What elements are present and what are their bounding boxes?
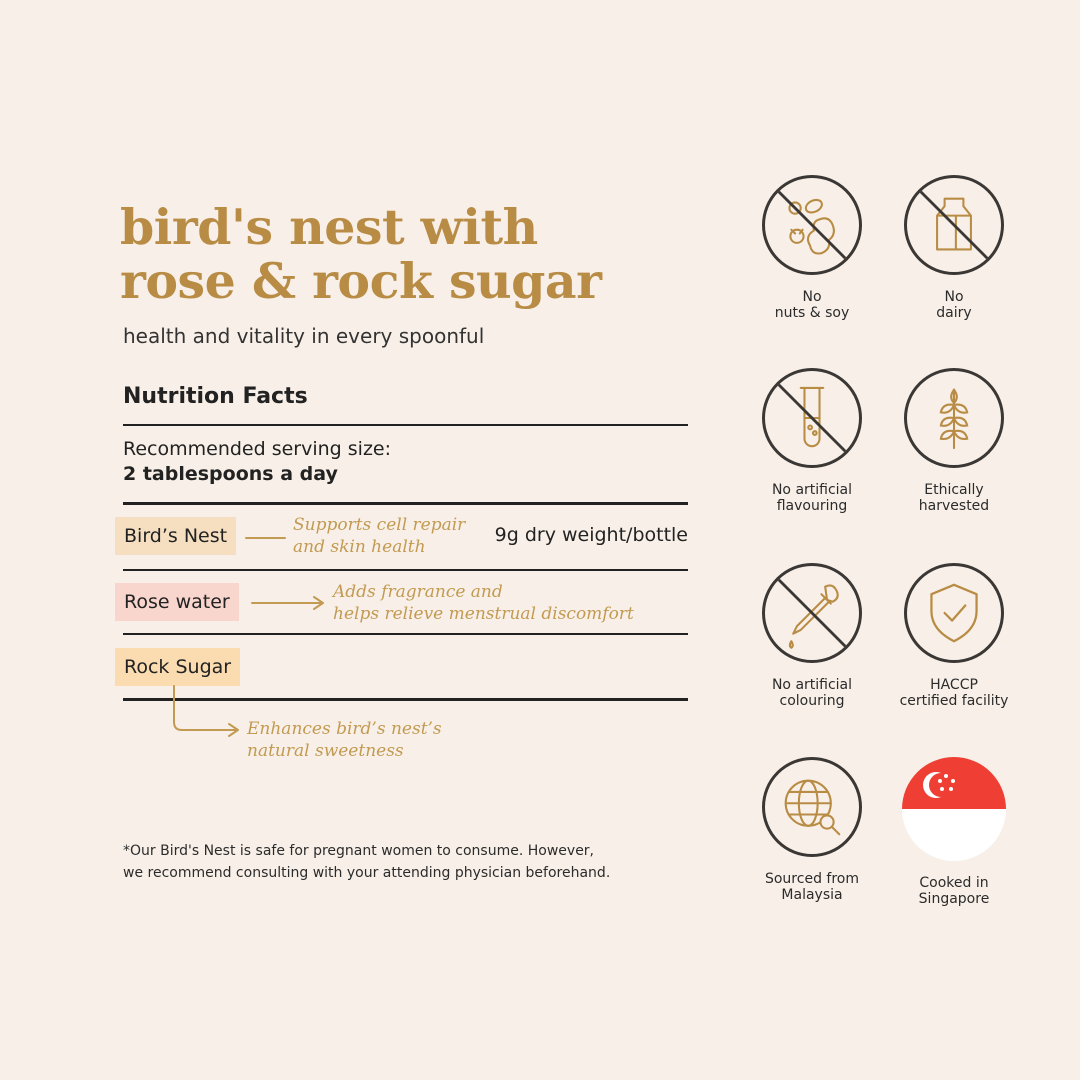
badge-label [879,482,1029,514]
tagline: health and vitality in every spoonful [123,324,485,348]
badge-label-line-1: Sourced from [764,871,859,887]
badge-no-artificial-colouring [737,563,887,709]
badge-label-line-2: certified facility [899,693,1009,709]
title-line-2: rose & rock sugar [120,252,602,310]
badge-label-line-1: No [802,289,822,305]
rock-sugar-pointer-arrow [174,686,238,736]
rock-sugar-note-line-1: Enhances bird’s nest’s [247,719,442,739]
badge-haccp-certified [879,563,1029,709]
badge-label-line-1: No artificial [771,677,853,693]
rose-water-note-line-2: helps relieve menstrual discomfort [333,604,634,624]
ingredient-rock-sugar: Rock Sugar [115,648,240,686]
serving-size-value: 2 tablespoons a day [123,463,338,485]
badge-label-line-1: No [944,289,964,305]
wheat-icon [904,368,1004,468]
badge-label-line-1: Cooked in [919,875,989,891]
rose-water-note-line-1: Adds fragrance and [333,582,503,602]
badge-sourced-from-malaysia [737,757,887,903]
no-nuts-soy-icon [762,175,862,275]
badge-label-line-1: HACCP [930,677,978,693]
badge-label [737,677,887,709]
ingredient-birds-nest: Bird’s Nest [115,517,236,555]
badge-label-line-2: Malaysia [781,887,843,903]
badge-label [737,871,887,903]
footnote [123,840,610,884]
shield-check-icon [904,563,1004,663]
badge-label-line-2: colouring [779,693,845,709]
badge-label [879,289,1029,321]
singapore-flag-icon [902,757,1006,861]
rose-water-pointer-arrow [252,597,323,609]
badge-no-artificial-flavouring [737,368,887,514]
globe-search-icon [762,757,862,857]
badge-label-line-2: Singapore [918,891,990,907]
badge-label-line-2: dairy [936,305,972,321]
birds-nest-note-line-2: and skin health [293,537,426,557]
ingredient-rose-water: Rose water [115,583,239,621]
badge-label-line-2: flavouring [776,498,848,514]
badge-label [737,482,887,514]
badge-label [879,677,1029,709]
title-line-1: bird's nest with [120,198,538,256]
badge-label-line-2: harvested [918,498,990,514]
no-artificial-flavouring-icon [762,368,862,468]
badge-cooked-in-singapore [879,757,1029,907]
footnote-line-1: *Our Bird's Nest is safe for pregnant women to consume. However, [123,843,595,859]
badge-label [737,289,887,321]
badge-label-line-1: Ethically [924,482,984,498]
footnote-line-2: we recommend consulting with your attending physician beforehand. [123,865,611,881]
rock-sugar-note-line-2: natural sweetness [247,741,404,761]
nutrition-facts-heading: Nutrition Facts [123,384,308,409]
birds-nest-amount: 9g dry weight/bottle [494,524,688,546]
serving-size-label: Recommended serving size: [123,438,392,460]
no-artificial-colouring-icon [762,563,862,663]
badge-label-line-1: No artificial [771,482,853,498]
badge-label-line-2: nuts & soy [774,305,850,321]
badge-no-dairy [879,175,1029,321]
birds-nest-note-line-1: Supports cell repair [293,515,466,535]
no-dairy-icon [904,175,1004,275]
badge-no-nuts-soy [737,175,887,321]
badge-ethically-harvested [879,368,1029,514]
badge-label [879,875,1029,907]
